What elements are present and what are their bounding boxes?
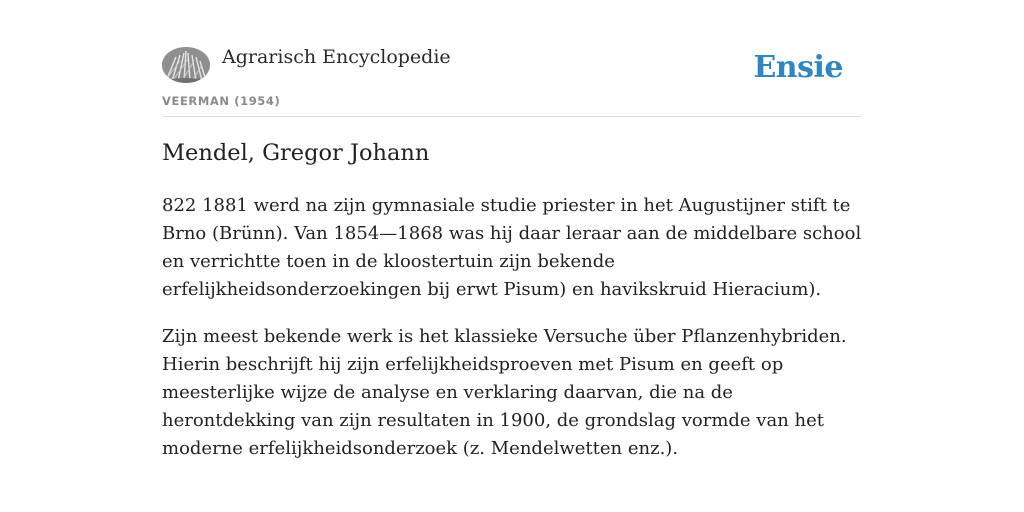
article-paragraph: Zijn meest bekende werk is het klassieke Versuche über Pflanzenhybriden. Hierin beschrijft hij zijn erfelijkheidsproeven met Pisum en geeft op meesterlijke wijze de analyse en verklaring daarvan, die na de herontdekking van zijn resultaten in 1900, de grondslag vormde van het moderne erfelijkheidsonderzoek (z. Mendelwetten enz.). [162,326,847,459]
article-title: Mendel, Gregor Johann [162,140,430,166]
source-label: VEERMAN (1954) [162,94,281,108]
book-title[interactable]: Agrarisch Encyclopedie [222,46,451,68]
article-body [162,192,864,482]
page-header [162,44,862,117]
article-paragraph: 822 1881 werd na zijn gymnasiale studie priester in het Augustijner stift te Brno (Brünn). Van 1854—1868 was hij daar leraar aan de middelbare school en verrichtte toen in de kloostertuin zijn bekende erfelijkheidsonderzoekingen bij erwt Pisum) en havikskruid Hieracium). [162,195,862,300]
wheat-thumbnail-icon[interactable] [162,47,210,83]
ensie-logo-link[interactable]: Ensie [753,50,843,85]
